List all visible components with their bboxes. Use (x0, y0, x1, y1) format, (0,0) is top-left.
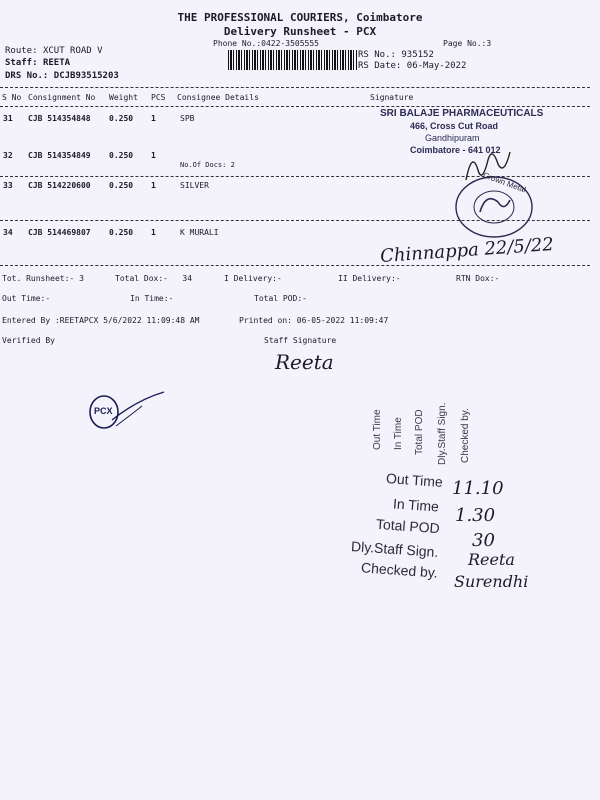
pod-in-time-label: In Time (392, 495, 440, 515)
row-sno: 32 (3, 151, 13, 160)
staff-label: Staff: (5, 58, 38, 68)
pod-total-value: 30 (472, 530, 495, 551)
total-pod: Total POD:- (254, 294, 307, 303)
pharma-stamp-addr3: Coimbatore - 641 012 (410, 145, 501, 155)
printed-on: Printed on: 06-05-2022 11:09:47 (239, 316, 389, 325)
ii-delivery: II Delivery:- (338, 274, 401, 283)
row-pcs: 1 (151, 151, 156, 160)
col-header-signature: Signature (370, 93, 414, 102)
col-header-weight: Weight (109, 93, 138, 102)
col-header-sno: S No (2, 93, 22, 102)
row-pcs: 1 (151, 181, 156, 190)
divider (0, 106, 590, 107)
row-consignment: CJB 514220600 (28, 181, 91, 190)
divider (0, 265, 590, 266)
staff-signature-label: Staff Signature (264, 336, 337, 345)
route-label: Route: (5, 46, 38, 56)
in-time: In Time:- (130, 294, 174, 303)
rs-no-line (358, 50, 434, 60)
rs-date-label: RS Date: (358, 61, 402, 71)
total-runsheet: Tot. Runsheet:- 3 (2, 274, 84, 283)
pod-dly-staff-label: Dly.Staff Sign. (350, 537, 439, 561)
page-number (443, 39, 491, 48)
pod-in-time-value: 1.30 (455, 505, 496, 526)
document-title: Delivery Runsheet - PCX (223, 25, 377, 38)
route-line (5, 46, 103, 56)
rs-no-label: RS No.: (358, 50, 396, 60)
phone-number: 0422-3505555 (261, 39, 319, 48)
page-value: 3 (486, 39, 492, 48)
row-signature-squiggle (458, 140, 518, 185)
row-pcs: 1 (151, 228, 156, 237)
pod-dly-staff-value: Reeta (468, 550, 515, 569)
rotated-checked-by: Checked by. (460, 408, 471, 463)
entered-by: Entered By :REETAPCX 5/6/2022 11:09:48 AM (2, 316, 200, 325)
row-pcs: 1 (151, 114, 156, 123)
row-weight: 0.250 (109, 151, 134, 160)
row-doc-count: No.Of Docs: 2 (180, 161, 235, 169)
pod-out-time-value: 11.10 (452, 478, 504, 499)
row-sno: 33 (3, 181, 13, 190)
row-consignee: SILVER (180, 181, 209, 190)
row-consignee: K MURALI (180, 228, 219, 237)
staff-line (5, 58, 70, 68)
col-header-consignee: Consignee Details (177, 93, 259, 102)
row-consignment: CJB 514469807 (28, 228, 91, 237)
rs-no-value: 935152 (401, 50, 434, 60)
pharma-stamp-addr2: Gandhipuram (425, 133, 480, 143)
rotated-out-time: Out Time (372, 409, 383, 450)
staff-value: REETA (42, 58, 71, 68)
divider (0, 87, 590, 88)
page-label: Page No.: (443, 39, 487, 48)
rs-date-value: 06-May-2022 (406, 61, 467, 71)
staff-signature: Reeta (275, 350, 334, 374)
row-weight: 0.250 (109, 228, 134, 237)
pod-checked-by-label: Checked by. (360, 559, 439, 581)
row-consignment: CJB 514354848 (28, 114, 91, 123)
crown-stamp-text: Crown Metal (481, 170, 528, 195)
total-dox: Total Dox:- 34 (115, 274, 193, 283)
i-delivery: I Delivery:- (224, 274, 282, 283)
phone-line (213, 39, 319, 48)
verified-by: Verified By (2, 336, 55, 345)
row-sno: 31 (3, 114, 13, 123)
rotated-in-time: In Time (393, 417, 404, 450)
col-header-consignment: Consignment No (28, 93, 96, 102)
row-sno: 34 (3, 228, 13, 237)
route-value: XCUT ROAD V (42, 46, 103, 56)
drs-label: DRS No.: (5, 71, 49, 81)
pharma-stamp-name: SRI BALAJE PHARMACEUTICALS (380, 108, 544, 119)
row-signature: Chinnappa 22/5/22 (379, 233, 555, 268)
row-consignment: CJB 514354849 (28, 151, 91, 160)
pod-checked-by-value: Surendhi (454, 572, 529, 591)
drs-value: DCJB93515203 (53, 71, 119, 81)
col-header-pcs: PCS (151, 93, 166, 102)
company-title: THE PROFESSIONAL COURIERS, Coimbatore (177, 11, 423, 24)
pod-out-time-label: Out Time (385, 470, 444, 490)
rotated-total-pod: Total POD (414, 409, 425, 455)
barcode (228, 50, 358, 70)
rtn-dox: RTN Dox:- (456, 274, 500, 283)
pod-total-label: Total POD (375, 515, 441, 537)
rotated-dly-staff: Dly.Staff Sign. (437, 402, 448, 465)
row-weight: 0.250 (109, 181, 134, 190)
row-weight: 0.250 (109, 114, 134, 123)
row-consignee: SPB (180, 114, 195, 123)
drs-line (5, 71, 119, 81)
out-time: Out Time:- (2, 294, 51, 303)
rs-date-line (358, 61, 466, 71)
phone-label: Phone No.: (213, 39, 262, 48)
pcx-logo-text: PCX (94, 406, 113, 416)
pharma-stamp-addr1: 466, Cross Cut Road (410, 121, 499, 131)
